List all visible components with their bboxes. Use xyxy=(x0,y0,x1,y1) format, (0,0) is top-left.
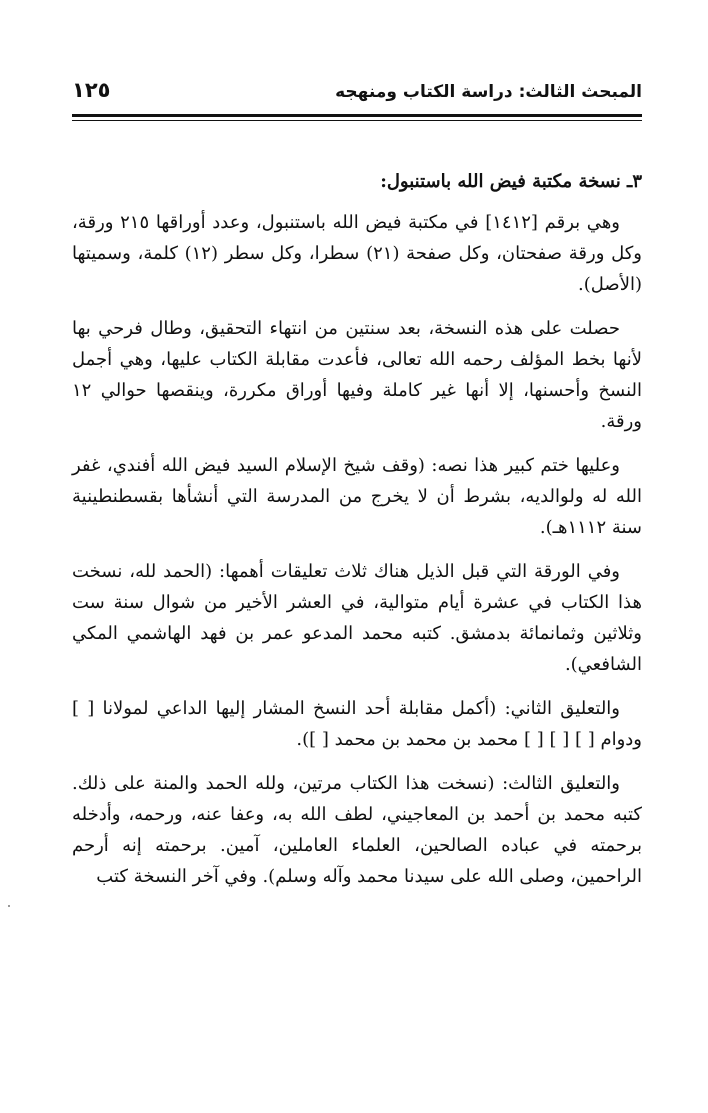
page-number: ١٢٥ xyxy=(72,78,111,102)
section-heading: ٣ـ نسخة مكتبة فيض الله باستنبول: xyxy=(380,171,642,192)
paragraph: وعليها ختم كبير هذا نصه: (وقف شيخ الإسلام السيد فيض الله أفندي، غفر الله له ولوالديه، بشرط أن لا يخرج من المدرسة التي أنشأها بقسطنطينية سنة ١١١٢هـ). xyxy=(72,455,642,538)
running-title: المبحث الثالث: دراسة الكتاب ومنهجه xyxy=(335,82,642,102)
paragraph: وفي الورقة التي قبل الذيل هناك ثلاث تعليقات أهمها: (الحمد لله، نسخت هذا الكتاب في عشرة أيام متوالية، في العشر الأخير من شوال سنة ست وثلاثين وثمانمائة بدمشق. كتبه محمد المدعو عمر بن فهد الهاشمي المكي الشافعي). xyxy=(72,561,642,675)
header-rule-thin xyxy=(72,120,642,121)
margin-speck xyxy=(8,905,10,907)
paragraph: وهي برقم [١٤١٢] في مكتبة فيض الله باستنبول، وعدد أوراقها ٢١٥ ورقة، وكل ورقة صفحتان، وكل صفحة (٢١) سطرا، وكل سطر (١٢) كلمة، وسميتها (الأصل). xyxy=(72,212,642,295)
header-rule-thick xyxy=(72,114,642,117)
body-text xyxy=(72,166,642,905)
paragraph: والتعليق الثاني: (أكمل مقابلة أحد النسخ المشار إليها الداعي لمولانا [ ] ودوام [ ] [ ] [ ] محمد بن محمد بن محمد [ ]). xyxy=(72,698,642,750)
paragraph: والتعليق الثالث: (نسخت هذا الكتاب مرتين، ولله الحمد والمنة على ذلك. كتبه محمد بن أحمد بن المعاجيني، لطف الله به، وعفا عنه، ورحمه، وأدخله برحمته في عباده الصالحين، العلماء العاملين، آمين. برحمته إنه أرحم الراحمين، وصلى الله على سيدنا محمد وآله وسلم). وفي آخر النسخة كتب xyxy=(72,773,642,887)
paragraph: حصلت على هذه النسخة، بعد سنتين من انتهاء التحقيق، وطال فرحي بها لأنها بخط المؤلف رحمه الله تعالى، فأعدت مقابلة الكتاب عليها، وهي أجمل النسخ وأحسنها، إلا أنها غير كاملة وفيها أوراق مكررة، وينقصها حوالي ١٢ ورقة. xyxy=(72,318,642,432)
page-header xyxy=(72,78,642,108)
